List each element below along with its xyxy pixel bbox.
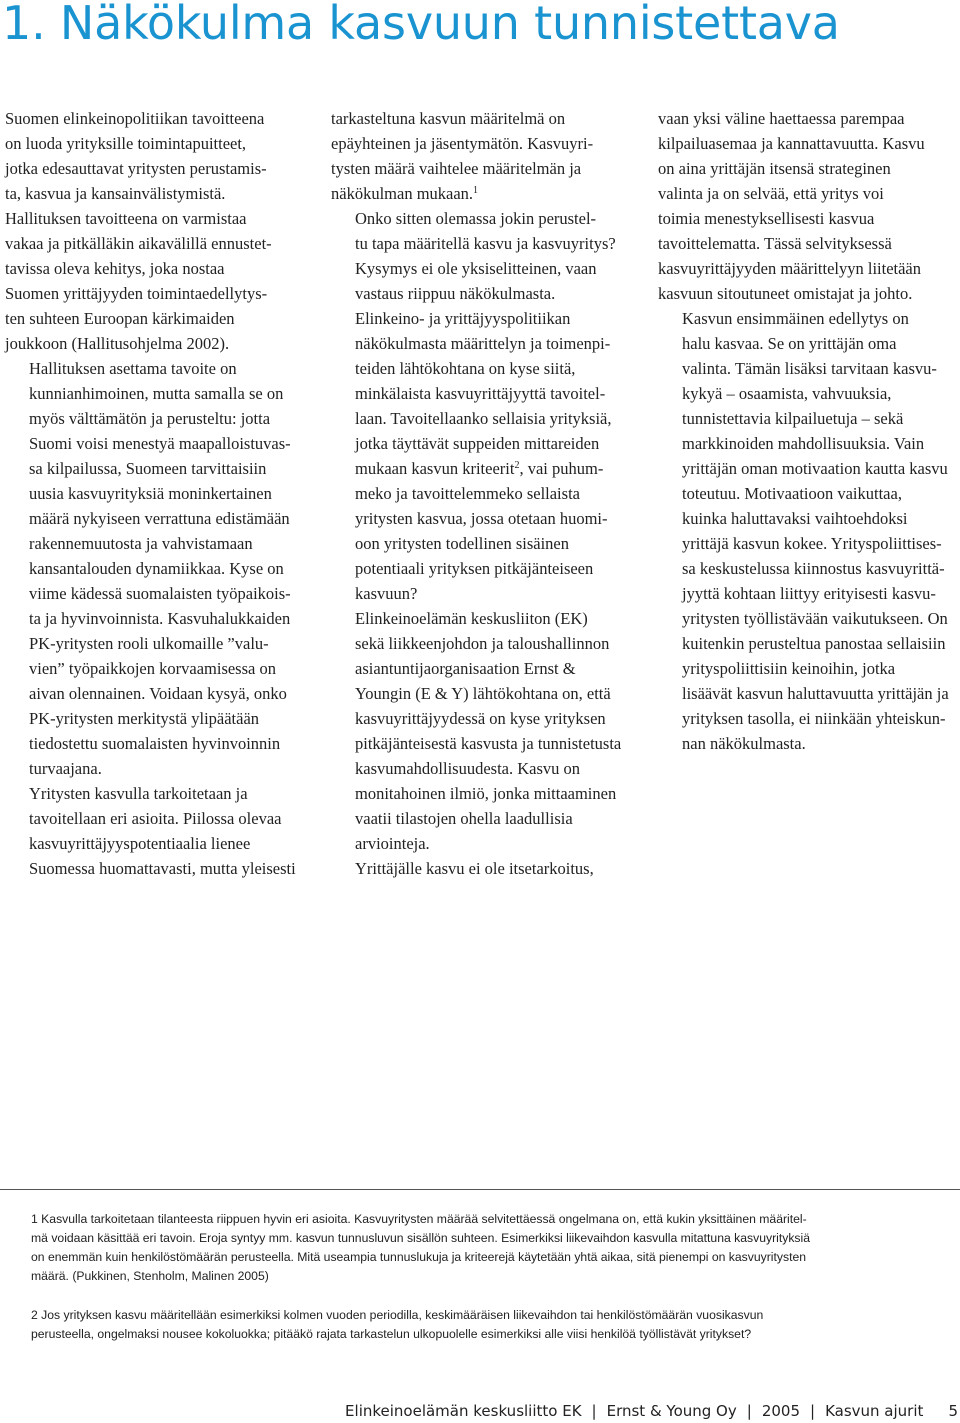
text-line: Hallituksen asettama tavoite on	[29, 359, 237, 378]
text-line: Kasvun ensimmäinen edellytys on	[682, 309, 909, 328]
text-line: arviointeja.	[355, 834, 430, 853]
text-line: tysten määrä vaihtelee määritelmän ja	[331, 159, 582, 178]
text-line: tavoittelematta. Tässä selvityksessä	[658, 234, 892, 253]
text-line: vaan yksi väline haettaessa parempaa	[658, 109, 905, 128]
text-line: tavoitellaan eri asioita. Piilossa olevaa	[29, 809, 282, 828]
text-line: kasvumahdollisuudesta. Kasvu on	[355, 759, 581, 778]
text-line: Suomen elinkeinopolitiikan tavoitteena	[5, 109, 265, 128]
text-column-3	[658, 106, 958, 756]
text-line: kansantalouden dynamiikkaa. Kyse on	[29, 559, 284, 578]
text-line: kuinka haluttavaksi vaihtoehdoksi	[682, 509, 908, 528]
page-number: 5	[948, 1402, 958, 1420]
text-line: Onko sitten olemassa jokin perustel-	[355, 209, 597, 228]
text-line: Suomi voisi menestyä maapalloistuvas-	[29, 434, 291, 453]
text-line: valinta. Tämän lisäksi tarvitaan kasvu-	[682, 359, 937, 378]
paragraph	[5, 356, 305, 781]
text-line: vaatii tilastojen ohella laadullisia	[355, 809, 573, 828]
text-line: Youngin (E & Y) lähtökohtana on, että	[355, 684, 611, 703]
paragraph	[658, 306, 958, 756]
text-line: mä voidaan käsittää eri tavoin. Eroja syntyy mm. kasvun tunnusluvun sisällön suhteen. Esimerkiksi liikevaihdon kasvulla mitattuna kasvuyrityksiä	[31, 1231, 810, 1245]
text-line: asiantuntijaorganisaation Ernst &	[355, 659, 576, 678]
page-title: 1. Näkökulma kasvuun tunnistettava	[2, 0, 840, 50]
text-line: tiedostettu suomalaisten hyvinvoinnin	[29, 734, 281, 753]
text-line: näkökulmasta määrittelyn ja toimenpi-	[355, 334, 611, 353]
text-line: yrityspoliittisiin keinoihin, jotka	[682, 659, 896, 678]
text-line: potentiaali yrityksen pitkäjänteiseen	[355, 559, 594, 578]
text-line: Elinkeinoelämän keskusliiton (EK)	[355, 609, 588, 628]
text-column-1	[5, 106, 305, 881]
text-line: Yrittäjälle kasvu ei ole itsetarkoitus,	[355, 859, 594, 878]
text-line: yrittäjä kasvun kokee. Yrityspoliittises-	[682, 534, 942, 553]
text-line: joukkoon (Hallitusohjelma 2002).	[5, 334, 230, 353]
footnote-divider	[0, 1189, 960, 1190]
text-line: toimia menestyksellisesti kasvua	[658, 209, 875, 228]
text-line: kilpailuasemaa ja kannattavuutta. Kasvu	[658, 134, 925, 153]
text-line: turvaajana.	[29, 759, 102, 778]
text-line: teiden lähtökohtana on kyse siitä,	[355, 359, 576, 378]
text-line: rakennemuutosta ja vahvistamaan	[29, 534, 253, 553]
footer-year: 2005	[761, 1402, 800, 1420]
text-line: on enemmän kuin henkilöstömäärän perusteella. Mitä useampia tunnuslukuja ja kriteerejä käytetään yhtä aikaa, sitä pienempi on kasvuyritysten	[31, 1250, 807, 1264]
text-line: myös välttämätön ja perusteltu: jotta	[29, 409, 271, 428]
text-line: jotka täyttävät suppeiden mittareiden	[355, 434, 600, 453]
text-line: tu tapa määritellä kasvu ja kasvuyritys?	[355, 234, 616, 253]
text-line: uusia kasvuyrityksiä moninkertainen	[29, 484, 272, 503]
text-line: toteutuu. Motivaatioon vaikuttaa,	[682, 484, 902, 503]
text-line: lisäävät kasvun haluttavuutta yrittäjän ja	[682, 684, 949, 703]
text-line: on aina yrittäjän itsensä strateginen	[658, 159, 891, 178]
text-line: määrä nykyiseen verrattuna edistämään	[29, 509, 290, 528]
text-line: ta ja hyvinvoinnista. Kasvuhalukkaiden	[29, 609, 291, 628]
text-line: kykyä – osaamista, vahvuuksia,	[682, 384, 892, 403]
text-line: yritysten kasvua, jossa otetaan huomi-	[355, 509, 608, 528]
text-line: vien” työpaikkojen korvaamisessa on	[29, 659, 276, 678]
text-line: ta, kasvua ja kansainvälistymistä.	[5, 184, 226, 203]
text-line: perusteella, ongelmaksi nousee kokoluokka; pitääkö rajata tarkastelun ulkopuolelle esimerkiksi alle viisi henkilöä työllistävät yritykset?	[31, 1327, 752, 1341]
text-line: kasvuun sitoutuneet omistajat ja johto.	[658, 284, 913, 303]
text-line: määrä. (Pukkinen, Stenholm, Malinen 2005)	[31, 1269, 269, 1283]
text-line: yritysten työllistävään vaikutukseen. On	[682, 609, 948, 628]
text-line: Hallituksen tavoitteena on varmistaa	[5, 209, 247, 228]
text-line: tarkasteltuna kasvun määritelmä on	[331, 109, 566, 128]
paragraph	[331, 306, 631, 606]
text-line: kuitenkin perusteltua panostaa sellaisiin	[682, 634, 946, 653]
footnote-1	[31, 1210, 931, 1286]
text-line: oon yritysten todellinen sisäinen	[355, 534, 570, 553]
text-line: kasvuyrittäjyyspotentiaalia lienee	[29, 834, 251, 853]
text-line: sa kilpailussa, Suomeen tarvittaisiin	[29, 459, 267, 478]
footer-separator: |	[591, 1402, 597, 1420]
text-line: tunnistettavia kilpailuetuja – sekä	[682, 409, 904, 428]
text-line: laan. Tavoitellaanko sellaisia yrityksiä,	[355, 409, 612, 428]
paragraph	[331, 856, 631, 881]
page-footer	[345, 1399, 958, 1423]
paragraph	[5, 106, 305, 356]
paragraph	[331, 606, 631, 856]
paragraph	[658, 106, 958, 306]
footnote-ref-1: 1	[473, 185, 479, 196]
text-line: ten suhteen Euroopan kärkimaiden	[5, 309, 235, 328]
text-line: Suomessa huomattavasti, mutta yleisesti	[29, 859, 296, 878]
text-line: epäyhteinen ja jäsentymätön. Kasvuyri-	[331, 134, 594, 153]
text-line: tavissa oleva kehitys, joka nostaa	[5, 259, 225, 278]
paragraph	[331, 106, 631, 206]
text-line: pitkäjänteisestä kasvusta ja tunnistetusta	[355, 734, 622, 753]
text-line: jyyttä kohtaan liittyy erityisesti kasvu-	[682, 584, 936, 603]
text-line: on luoda yrityksille toimintapuitteet,	[5, 134, 247, 153]
text-line: valinta ja on selvää, että yritys voi	[658, 184, 884, 203]
text-line: kasvuyrittäjyydessä on kyse yrityksen	[355, 709, 606, 728]
footnote-ref-2: 2	[514, 460, 520, 471]
text-line: kunnianhimoinen, mutta samalla se on	[29, 384, 284, 403]
text-line: sekä liikkeenjohdon ja taloushallinnon	[355, 634, 610, 653]
text-line: aivan olennainen. Voidaan kysyä, onko	[29, 684, 287, 703]
text-line: 1 Kasvulla tarkoitetaan tilanteesta riippuen hyvin eri asioita. Kasvuyritysten määrää selvitettäessä ongelmana on, että kukin yksittäinen määritel-	[31, 1212, 807, 1226]
footer-partner: Ernst & Young Oy	[606, 1402, 737, 1420]
text-line: minkälaista kasvuyrittäjyyttä tavoitel-	[355, 384, 606, 403]
text-line: mukaan kasvun kriteerit$^2$, vai puhum-	[355, 459, 604, 478]
text-line: vakaa ja pitkälläkin aikavälillä ennustet-	[5, 234, 272, 253]
text-line: vastaus riippuu näkökulmasta.	[355, 284, 556, 303]
text-line: monitahoinen ilmiö, jonka mittaaminen	[355, 784, 617, 803]
text-line: 2 Jos yrityksen kasvu määritellään esimerkiksi kolmen vuoden periodilla, keskimääräisen liikevaihdon tai henkilöstömäärän vuosikasvun	[31, 1308, 764, 1322]
text-line: sa keskustelussa kiinnostus kasvuyrittä-	[682, 559, 945, 578]
footer-separator: |	[746, 1402, 752, 1420]
text-line: markkinoiden mahdollisuuksia. Vain	[682, 434, 925, 453]
text-line: Suomen yrittäjyyden toimintaedellytys-	[5, 284, 268, 303]
text-line: meko ja tavoittelemmeko sellaista	[355, 484, 580, 503]
text-line: Yritysten kasvulla tarkoitetaan ja	[29, 784, 248, 803]
footer-publication: Kasvun ajurit	[825, 1402, 924, 1420]
text-line: Elinkeino- ja yrittäjyyspolitiikan	[355, 309, 571, 328]
text-line: kasvuun?	[355, 584, 418, 603]
text-line: viime kädessä suomalaisten työpaikois-	[29, 584, 291, 603]
footnote-2	[31, 1306, 931, 1344]
text-line: halu kasvaa. Se on yrittäjän oma	[682, 334, 897, 353]
paragraph	[331, 206, 631, 306]
text-line: näkökulman mukaan.$^1$	[331, 184, 479, 203]
text-line: nan näkökulmasta.	[682, 734, 806, 753]
text-line: PK-yritysten rooli ulkomaille ”valu-	[29, 634, 269, 653]
text-line: Kysymys ei ole yksiselitteinen, vaan	[355, 259, 597, 278]
text-column-2	[331, 106, 631, 881]
text-line: jotka edesauttavat yritysten perustamis-	[5, 159, 267, 178]
text-line: yrittäjän oman motivaation kautta kasvu	[682, 459, 948, 478]
text-line: yrityksen tasolla, ei niinkään yhteiskun-	[682, 709, 946, 728]
paragraph	[5, 781, 305, 881]
text-line: kasvuyrittäjyyden määrittelyyn liitetään	[658, 259, 922, 278]
footer-separator: |	[810, 1402, 816, 1420]
footer-organization: Elinkeinoelämän keskusliitto EK	[345, 1402, 582, 1420]
text-line: PK-yritysten merkitystä ylipäätään	[29, 709, 260, 728]
